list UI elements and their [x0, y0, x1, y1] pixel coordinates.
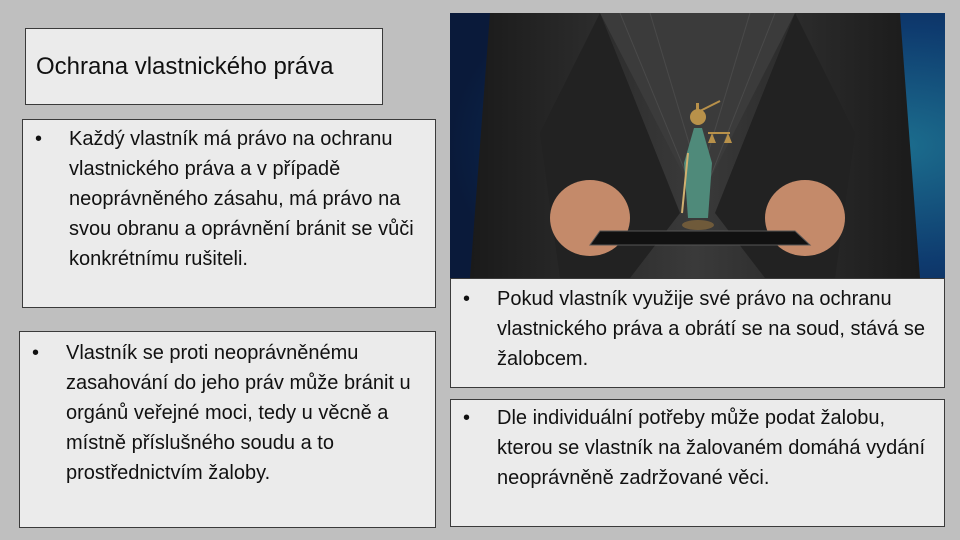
bullet-item	[455, 403, 934, 493]
slide-title: Ochrana vlastnického práva	[36, 52, 334, 80]
bullet-dot: •	[463, 407, 471, 429]
bullet-text: Dle individuální potřeby může podat žalobu, kterou se vlastník na žalovaném domáhá vydání neoprávněně zadržované věci.	[497, 407, 926, 489]
bullet-item	[27, 124, 425, 274]
bullet-box-4	[450, 399, 945, 527]
bullet-item	[24, 338, 425, 488]
bullet-text: Vlastník se proti neoprávněnému zasahování do jeho práv může bránit u orgánů veřejné moci, tedy u věcně a místně příslušného soudu a to prostřednictvím žaloby.	[66, 342, 411, 484]
bullet-box-1	[22, 119, 436, 308]
bullet-item	[455, 284, 934, 374]
bullet-dot: •	[35, 128, 43, 150]
bullet-text: Pokud vlastník využije své právo na ochranu vlastnického práva a obrátí se na soud, stává se žalobcem.	[497, 288, 926, 370]
bullet-dot: •	[463, 288, 471, 310]
title-box	[25, 28, 383, 105]
bullet-text: Každý vlastník má právo na ochranu vlastnického práva a v případě neoprávněného zásahu, má právo na svou obranu a oprávnění bránit se vůči konkrétnímu rušiteli.	[69, 128, 414, 270]
bullet-dot: •	[32, 342, 40, 364]
bullet-box-2	[19, 331, 436, 528]
lady-justice-tablet-image	[450, 13, 945, 278]
bullet-box-3	[450, 278, 945, 388]
